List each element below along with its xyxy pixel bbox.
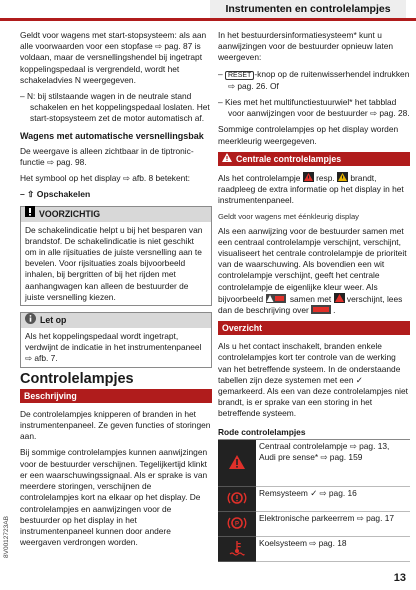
caution-header xyxy=(21,207,211,222)
bar-central xyxy=(218,152,410,166)
dash-item-neutral: – N: bij stilstaande wagen in de neutrale stand schakelen en het koppelingspedaal loslaten. Het start-stopsysteem zet de motor automatisch af. xyxy=(20,91,210,124)
page-header xyxy=(0,0,416,22)
paragraph-desc-2: Bij sommige controlelampjes kunnen aanwijzingen voor de bestuurder verschijnen. Tegelijkertijd klinkt er een waarschuwingssignaal. Als er sprake is van meerdere storingen, verschijnen de controlelampjes kort na elkaar op het display. De controlelampjes en aanwijzingen voor de bestuurder op het display in het instrumentenpaneel kunnen door andere weergaven verdrongen worden. xyxy=(20,447,208,548)
paragraph-multicolor: Sommige controlelampjes op het display worden meerkleurig weergegeven. xyxy=(218,124,399,146)
central-yellow-icon xyxy=(337,172,348,182)
table-row xyxy=(218,487,410,512)
paragraph-symbol: Het symbool op het display ⇨ afb. 8 betekent: xyxy=(20,173,190,184)
table-row xyxy=(218,512,410,537)
table-row xyxy=(218,440,410,487)
bullet-reset: – RESET -knop op de ruitenwisserhendel indrukken ⇨ pag. 26. Of xyxy=(218,68,410,91)
central-text-b: resp. xyxy=(316,172,335,183)
central-red-icon xyxy=(303,172,314,182)
row-coolant-text: Koelsysteem ⇨ pag. 18 xyxy=(256,537,410,562)
mono-text-b: samen met xyxy=(289,293,332,304)
coolant-icon xyxy=(218,537,256,562)
mono-text-a: Als een aanwijzing voor de bestuurder samen met een centraal controlelampje verschijnt, verschijnt, visualiseert het centrale controlelampje de prioriteit van de waarschuwing. Als bovendien een wit controlelampje verschijnt, geeft het centrale controlelampje de eigenlijke kleur weer. Als bijvoorbeeld xyxy=(218,225,407,304)
mono-display-icon xyxy=(266,294,288,303)
row-brake-text: Remsysteem ✓ ⇨ pag. 16 xyxy=(256,487,410,512)
right-column xyxy=(218,30,410,562)
caution-icon xyxy=(25,206,35,222)
info-icon xyxy=(25,313,36,329)
bar-description: Beschrijving xyxy=(20,389,212,403)
central-text-a: Als het controlelampje xyxy=(218,172,301,183)
red-lamps-table xyxy=(218,425,410,563)
caution-title: VOORZICHTIG xyxy=(39,208,101,219)
heading-upshift: – ⇧ Opschakelen xyxy=(20,189,91,200)
paragraph-mono: Als een aanwijzing voor de bestuurder samen met een centraal controlelampje verschijnt, verschijnt, visualiseert het centrale controlelampje de prioriteit van de waarschuwing. Als bovendien een wit controlelampje verschijnt, geeft het centrale controlelampje de eigenlijke kleur weer. Als bijvoorbeeld samen met verschijnt, lees dan de beschrijving over . xyxy=(218,225,407,316)
parking-brake-icon xyxy=(218,512,256,537)
mono-display-icon-2 xyxy=(311,305,333,314)
table-row xyxy=(218,537,410,562)
page-number: 13 xyxy=(393,572,406,584)
note-box xyxy=(20,312,212,368)
bar-overview: Overzicht xyxy=(218,321,410,335)
bullet-steering-wheel: – Kies met het multifunctiestuurwiel* het tabblad voor aanwijzingen voor de bestuurder ⇨ pag. 28. xyxy=(218,97,410,119)
central-text-c: brandt, raadpleeg de extra informatie op het display in het instrumentenpaneel. xyxy=(218,172,404,206)
paragraph-overview: Als u het contact inschakelt, branden enkele controlelampjes kort ter controle van de werking van het betreffende systeem. In de onderstaande tabellen zijn deze systemen met een ✓ gemarkeerd. Als een van deze controlelampjes niet brandt, is er sprake van een storing in het betreffende systeem. xyxy=(218,341,408,419)
paragraph-tiptronic: De weergave is alleen zichtbaar in de tiptronic-functie ⇨ pag. 98. xyxy=(20,145,194,168)
document-code: 8V0012723AB xyxy=(3,516,10,558)
svg-text:P: P xyxy=(234,521,240,528)
header-title: Instrumenten en controlelampjes xyxy=(210,0,406,18)
paragraph-start-stop: Geldt voor wagens met start-stopsysteem: als aan alle voorwaarden voor een stopfase ⇨ pag. 87 is voldaan, maar de versnellingshendel bij ingetrapt koppelingspedaal is vergrendeld, wordt het schakeladvies N weergegeven. xyxy=(20,30,207,85)
note-header xyxy=(21,313,211,328)
warning-triangle-icon xyxy=(222,152,232,166)
row-parking-text: Elektronische parkeerrem ⇨ pag. 17 xyxy=(256,512,410,537)
paragraph-driver-info: In het bestuurdersinformatiesysteem* kunt u aanwijzingen voor de bestuurder opnieuw laten weergeven: xyxy=(218,30,394,63)
heading-automatic: Wagens met automatische versnellingsbak xyxy=(20,130,204,141)
bullet-steering-text: Kies met het multifunctiestuurwiel* het tabblad voor aanwijzingen voor de bestuurder ⇨ pag. 28. xyxy=(225,97,410,119)
reset-key-label: RESET xyxy=(225,71,254,80)
mono-text-c: verschijnt, lees dan de beschrijving over xyxy=(218,293,403,316)
table-title: Rode controlelampjes xyxy=(218,425,410,440)
applies-note: Geldt voor wagens met éénkleurig display xyxy=(218,212,359,222)
paragraph-desc-1: De controlelampjes knipperen of branden in het instrumentenpaneel. Ze geven functies of storingen aan. xyxy=(20,408,211,442)
paragraph-central xyxy=(218,172,410,207)
mono-red-icon xyxy=(334,293,345,303)
caution-text: De schakelindicatie helpt u bij het besparen van brandstof. De schakelindicatie is niet geschikt om in alle rijsituaties de juiste versnelling aan te bevelen. Voor rijsituaties zoals bijvoorbeeld inhalen, bij bergritten of bij het rijden met aanhangwagen kan alleen de bestuurder de juiste versnelling kiezen. xyxy=(25,224,203,302)
caution-box xyxy=(20,206,212,306)
bullet-reset-text: -knop op de ruitenwisserhendel indrukken ⇨ pag. 26. Of xyxy=(228,68,410,91)
row-central-text: Centraal controlelampje ⇨ pag. 13, Audi pre sense* ⇨ pag. 159 xyxy=(256,440,410,487)
central-warning-icon xyxy=(218,440,256,487)
note-title: Let op xyxy=(40,315,67,326)
section-title: Controlelampjes xyxy=(20,370,134,387)
bar-central-label: Centrale controlelampjes xyxy=(236,153,342,164)
brake-system-icon xyxy=(218,487,256,512)
header-rule xyxy=(0,18,416,21)
left-column xyxy=(20,30,212,553)
note-text: Als het koppelingspedaal wordt ingetrapt, verdwijnt de indicatie in het instrumentenpaneel ⇨ afb. 7. xyxy=(25,331,202,364)
